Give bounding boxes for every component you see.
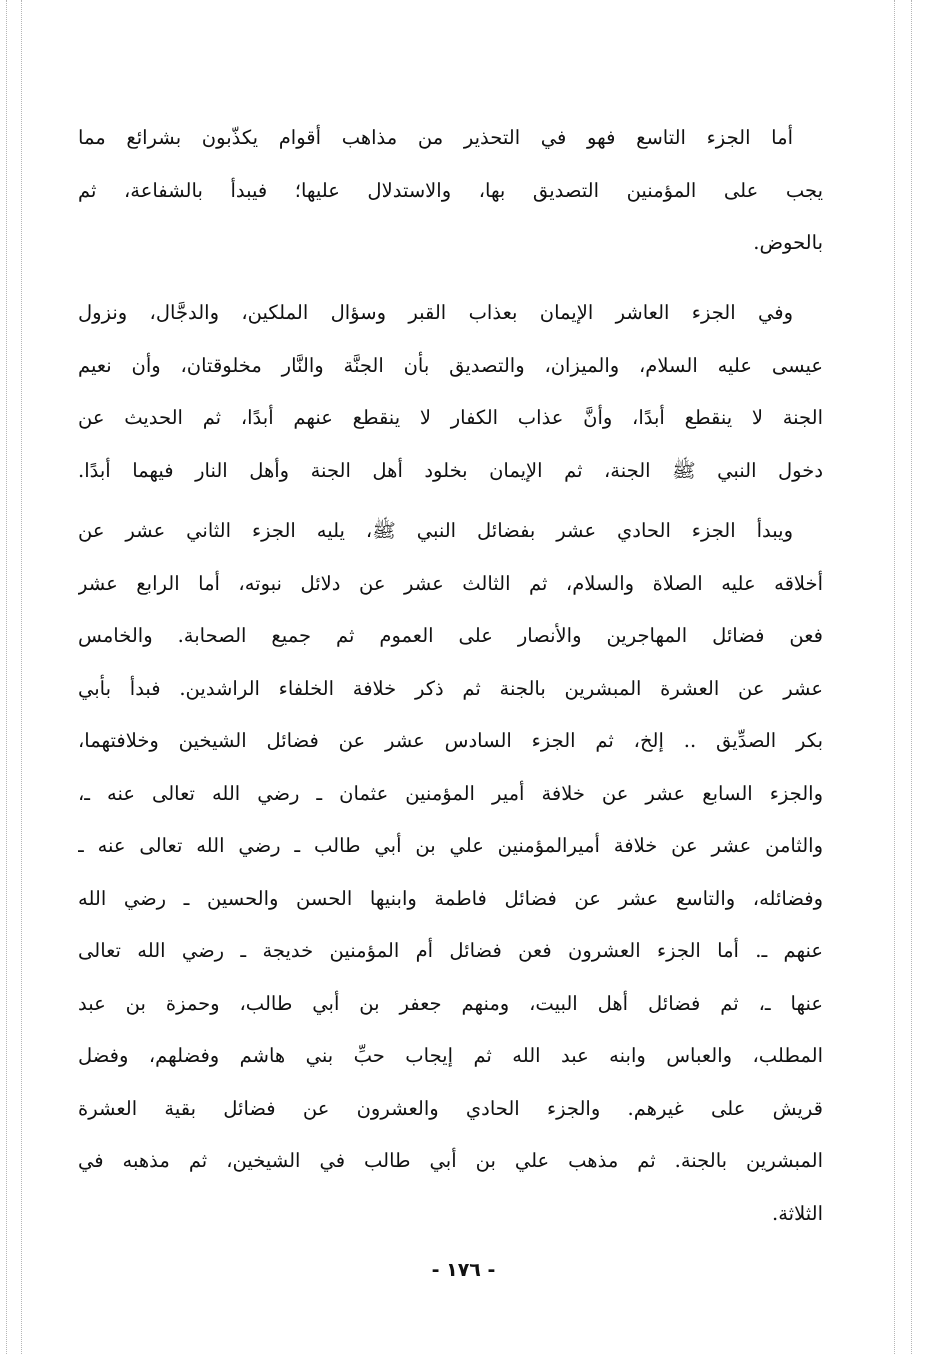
text-line: يجب على المؤمنين التصديق بها، والاستدلال عليها؛ فيبدأ بالشفاعة، ثم [78, 178, 823, 202]
text-line: وفي الجزء العاشر الإيمان بعذاب القبر وسؤال الملكين، والدجَّال، ونزول [78, 301, 793, 324]
scan-guide-line [894, 0, 895, 1354]
text-line: عيسى عليه السلام، والميزان، والتصديق بأن الجنَّة والنَّار مخلوقتان، وأن نعيم [78, 353, 823, 377]
text-line: عشر عن العشرة المبشرين بالجنة ثم ذكر خلافة الخلفاء الراشدين. فبدأ بأبي [78, 676, 823, 700]
text-line: بكر الصدِّيق .. إلخ، ثم الجزء السادس عشر عن فضائل الشيخين وخلافتهما، [78, 729, 823, 752]
text-line: عنها ـ، ثم فضائل أهل البيت، ومنهم جعفر بن أبي طالب، وحمزة بن عبد [78, 991, 823, 1015]
text-line: أما الجزء التاسع فهو في التحذير من مذاهب أقوام يكذّبون بشرائع مما [78, 126, 793, 149]
text-line: المبشرين بالجنة. ثم مذهب علي بن أبي طالب في الشيخين، ثم مذهبه في [78, 1149, 823, 1172]
text-line: الثلاثة. [772, 1201, 823, 1225]
text-line: فعن فضائل المهاجرين والأنصار على العموم ثم جميع الصحابة. والخامس [78, 624, 823, 647]
text-line: عنهم ـ. أما الجزء العشرون فعن فضائل أم المؤمنين خديجة ـ رضي الله تعالى [78, 939, 823, 962]
text-line: قريش على غيرهم. والجزء الحادي والعشرون عن فضائل بقية العشرة [78, 1096, 823, 1120]
paragraph-ninth-part [78, 112, 823, 270]
text-line: والثامن عشر عن خلافة أميرالمؤمنين علي بن أبي طالب ـ رضي الله تعالى عنه ـ [78, 834, 823, 857]
text-line: أخلاقه عليه الصلاة والسلام، ثم الثالث عشر عن دلائل نبوته، أما الرابع عشر [78, 571, 823, 595]
paragraph-tenth-part [78, 287, 823, 497]
text-line: وفضائله، والتاسع عشر عن فضائل فاطمة وابنيها الحسن والحسين ـ رضي الله [78, 886, 823, 910]
scan-guide-line [6, 0, 7, 1354]
text-line: دخول النبي ﷺ الجنة، ثم الإيمان بخلود أهل الجنة وأهل النار فيهما أبدًا. [78, 458, 823, 482]
text-line: المطلب، والعباس وابنه عبد الله ثم إيجاب حبِّ بني هاشم وفضلهم، وفضل [78, 1044, 823, 1067]
text-line: والجزء السابع عشر عن خلافة أمير المؤمنين عثمان ـ رضي الله تعالى عنه ـ، [78, 781, 823, 805]
scan-guide-line [911, 0, 912, 1354]
page-number: - ١٧٦ - [431, 1259, 496, 1281]
paragraph-eleventh-part-onward [78, 505, 823, 1240]
scan-guide-line [21, 0, 22, 1354]
text-line: الجنة لا ينقطع أبدًا، وأنَّ عذاب الكفار لا ينقطع عنهم أبدًا، ثم الحديث عن [78, 406, 823, 429]
text-line: بالحوض. [753, 231, 823, 254]
text-line: ويبدأ الجزء الحادي عشر بفضائل النبي ﷺ، يليه الجزء الثاني عشر عن [78, 519, 793, 542]
